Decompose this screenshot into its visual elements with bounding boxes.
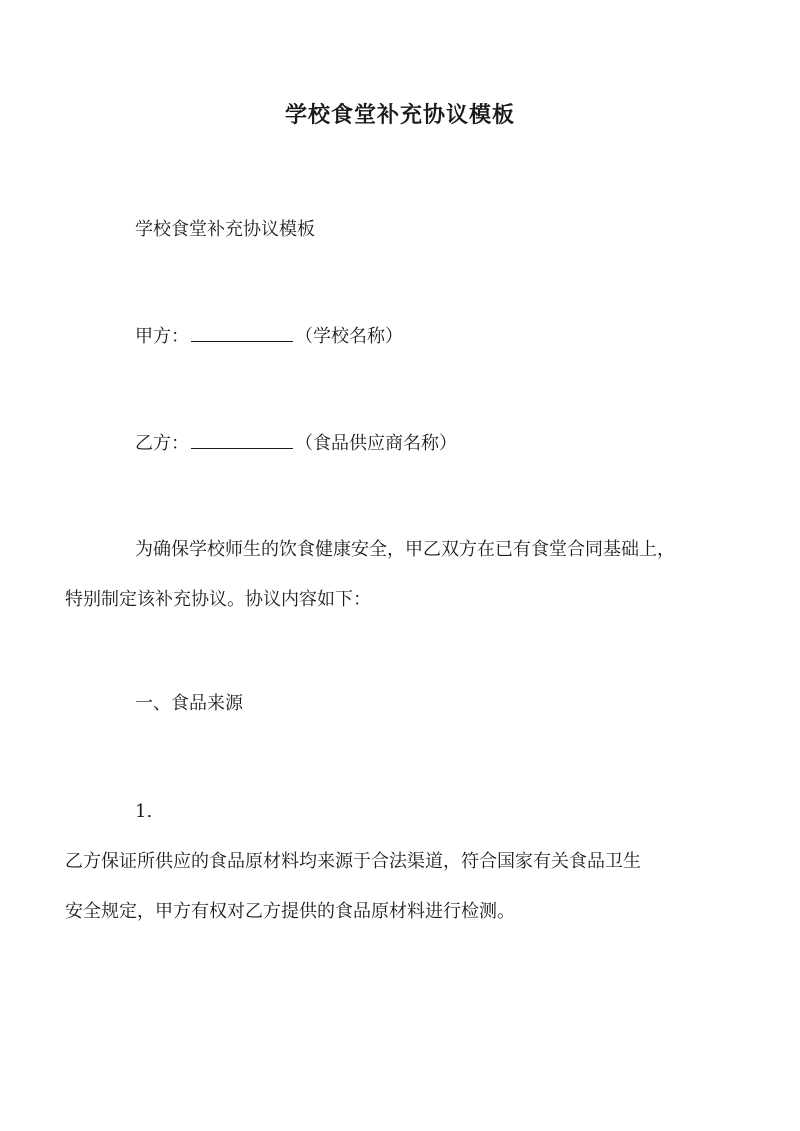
item-1-line-2: 安全规定，甲方有权对乙方提供的食品原材料进行检测。 [65, 901, 515, 922]
party-b-note: （食品供应商名称） [295, 433, 457, 454]
party-b-line [135, 432, 457, 456]
party-b-blank [191, 434, 293, 449]
item-1-line-1: 乙方保证所供应的食品原材料均来源于合法渠道，符合国家有关食品卫生 [65, 851, 641, 872]
section-heading: 一、食品来源 [135, 693, 243, 714]
party-a-label: 甲方： [135, 326, 189, 347]
party-b-label: 乙方： [135, 433, 189, 454]
party-a-note: （学校名称） [295, 326, 403, 347]
intro-line-2: 特别制定该补充协议。协议内容如下： [65, 589, 371, 610]
document-title: 学校食堂补充协议模板 [284, 102, 515, 128]
document-subtitle: 学校食堂补充协议模板 [135, 219, 315, 240]
intro-line-1: 为确保学校师生的饮食健康安全，甲乙双方在已有食堂合同基础上， [135, 539, 675, 560]
item-number: 1. [135, 801, 153, 822]
party-a-blank [191, 327, 293, 342]
party-a-line [135, 325, 403, 349]
